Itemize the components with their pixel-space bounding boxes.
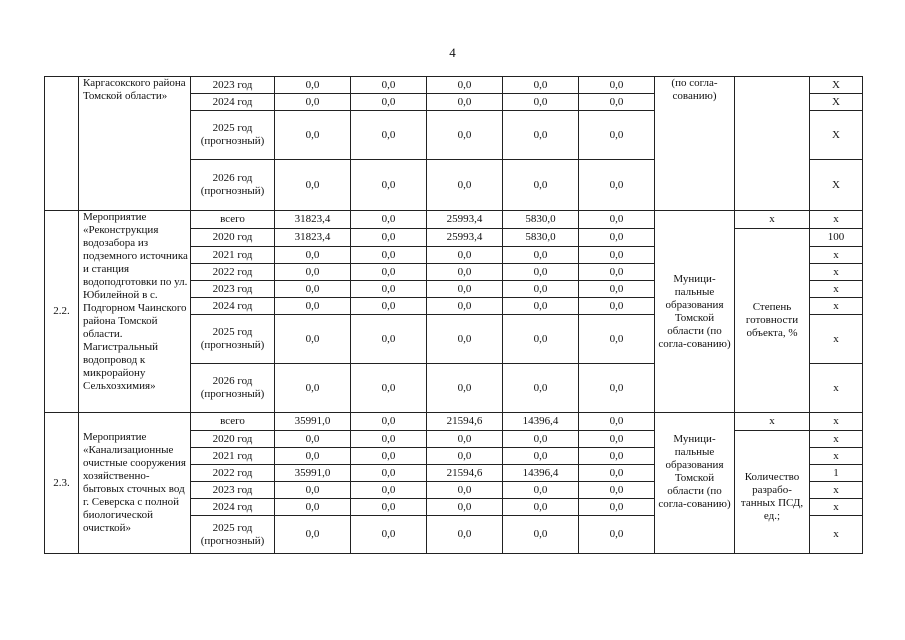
period-cell: 2023 год bbox=[191, 281, 275, 298]
indicator-value-cell: Х bbox=[810, 111, 863, 160]
period-cell: 2024 год bbox=[191, 499, 275, 516]
page-number: 4 bbox=[449, 45, 456, 60]
value-cell: 0,0 bbox=[351, 499, 427, 516]
value-cell: 0,0 bbox=[275, 77, 351, 94]
table-row bbox=[45, 413, 863, 431]
value-cell: 0,0 bbox=[503, 94, 579, 111]
responsible-cell: Муници-пальные образования Томской области (по согла-сованию) bbox=[655, 211, 735, 413]
value-cell: 0,0 bbox=[427, 111, 503, 160]
value-cell: 0,0 bbox=[579, 482, 655, 499]
indicator-value-cell: Х bbox=[810, 94, 863, 111]
value-cell: 0,0 bbox=[351, 211, 427, 229]
value-cell: 0,0 bbox=[275, 247, 351, 264]
value-cell: 0,0 bbox=[351, 94, 427, 111]
measure-name: Каргасокского района Томской области» bbox=[79, 77, 191, 211]
value-cell: 0,0 bbox=[351, 448, 427, 465]
value-cell: 0,0 bbox=[579, 281, 655, 298]
value-cell: 14396,4 bbox=[503, 413, 579, 431]
value-cell: 25993,4 bbox=[427, 229, 503, 247]
value-cell: 0,0 bbox=[579, 516, 655, 554]
value-cell: 0,0 bbox=[275, 298, 351, 315]
value-cell: 0,0 bbox=[503, 77, 579, 94]
indicator-value-cell: х bbox=[810, 281, 863, 298]
indicator-value-cell: 100 bbox=[810, 229, 863, 247]
value-cell: 0,0 bbox=[579, 298, 655, 315]
indicator-value-cell: Х bbox=[810, 160, 863, 211]
value-cell: 0,0 bbox=[275, 160, 351, 211]
value-cell: 0,0 bbox=[579, 94, 655, 111]
value-cell: 0,0 bbox=[275, 499, 351, 516]
value-cell: 0,0 bbox=[351, 281, 427, 298]
value-cell: 0,0 bbox=[351, 298, 427, 315]
indicator-name-cell: Степень готовности объекта, % bbox=[735, 229, 810, 413]
value-cell: 0,0 bbox=[351, 516, 427, 554]
indicator-total-cell: х bbox=[735, 413, 810, 431]
value-cell: 0,0 bbox=[275, 111, 351, 160]
period-cell: 2022 год bbox=[191, 264, 275, 281]
value-cell: 0,0 bbox=[579, 499, 655, 516]
value-cell: 0,0 bbox=[579, 77, 655, 94]
value-cell: 0,0 bbox=[427, 264, 503, 281]
value-cell: 0,0 bbox=[503, 499, 579, 516]
value-cell: 0,0 bbox=[503, 281, 579, 298]
program-table bbox=[44, 76, 863, 554]
value-cell: 0,0 bbox=[351, 431, 427, 448]
indicator-total-cell: х bbox=[735, 211, 810, 229]
value-cell: 0,0 bbox=[275, 482, 351, 499]
value-cell: 0,0 bbox=[275, 281, 351, 298]
responsible-cell: (по согла-сованию) bbox=[655, 77, 735, 211]
value-cell: 0,0 bbox=[579, 229, 655, 247]
value-cell: 0,0 bbox=[503, 315, 579, 364]
value-cell: 31823,4 bbox=[275, 211, 351, 229]
value-cell: 0,0 bbox=[579, 211, 655, 229]
period-cell: 2025 год (прогнозный) bbox=[191, 315, 275, 364]
period-cell: 2024 год bbox=[191, 298, 275, 315]
value-cell: 0,0 bbox=[351, 111, 427, 160]
indicator-value-cell: х bbox=[810, 413, 863, 431]
value-cell: 0,0 bbox=[351, 247, 427, 264]
period-cell: всего bbox=[191, 211, 275, 229]
indicator-name-cell bbox=[735, 77, 810, 211]
value-cell: 35991,0 bbox=[275, 413, 351, 431]
value-cell: 0,0 bbox=[427, 482, 503, 499]
period-cell: всего bbox=[191, 413, 275, 431]
value-cell: 0,0 bbox=[579, 413, 655, 431]
value-cell: 0,0 bbox=[351, 315, 427, 364]
indicator-value-cell: х bbox=[810, 516, 863, 554]
value-cell: 0,0 bbox=[275, 448, 351, 465]
value-cell: 0,0 bbox=[579, 264, 655, 281]
indicator-value-cell: х bbox=[810, 499, 863, 516]
value-cell: 0,0 bbox=[427, 298, 503, 315]
value-cell: 5830,0 bbox=[503, 211, 579, 229]
indicator-value-cell: х bbox=[810, 211, 863, 229]
value-cell: 21594,6 bbox=[427, 413, 503, 431]
indicator-name-cell: Количество разрабо-танных ПСД, ед.; bbox=[735, 431, 810, 554]
value-cell: 0,0 bbox=[351, 229, 427, 247]
period-cell: 2021 год bbox=[191, 448, 275, 465]
value-cell: 0,0 bbox=[427, 77, 503, 94]
value-cell: 0,0 bbox=[427, 281, 503, 298]
value-cell: 0,0 bbox=[427, 160, 503, 211]
value-cell: 0,0 bbox=[579, 315, 655, 364]
row-number-cell: 2.2. bbox=[45, 211, 79, 413]
period-cell: 2025 год (прогнозный) bbox=[191, 111, 275, 160]
indicator-value-cell: 1 bbox=[810, 465, 863, 482]
value-cell: 0,0 bbox=[427, 448, 503, 465]
indicator-value-cell: х bbox=[810, 364, 863, 413]
value-cell: 0,0 bbox=[351, 160, 427, 211]
measure-name: Мероприятие «Канализационные очистные сооружения хозяйственно-бытовых сточных вод г. Северска с полной биологической очисткой» bbox=[79, 413, 191, 554]
period-cell: 2025 год (прогнозный) bbox=[191, 516, 275, 554]
value-cell: 0,0 bbox=[503, 364, 579, 413]
value-cell: 0,0 bbox=[427, 315, 503, 364]
value-cell: 0,0 bbox=[427, 247, 503, 264]
table-row bbox=[45, 77, 863, 94]
value-cell: 0,0 bbox=[351, 482, 427, 499]
period-cell: 2023 год bbox=[191, 482, 275, 499]
period-cell: 2020 год bbox=[191, 431, 275, 448]
value-cell: 0,0 bbox=[579, 431, 655, 448]
row-number-cell: 2.3. bbox=[45, 413, 79, 554]
value-cell: 0,0 bbox=[503, 298, 579, 315]
value-cell: 0,0 bbox=[503, 160, 579, 211]
period-cell: 2024 год bbox=[191, 94, 275, 111]
indicator-value-cell: Х bbox=[810, 77, 863, 94]
value-cell: 0,0 bbox=[275, 94, 351, 111]
value-cell: 0,0 bbox=[503, 247, 579, 264]
value-cell: 0,0 bbox=[503, 431, 579, 448]
value-cell: 0,0 bbox=[579, 364, 655, 413]
value-cell: 0,0 bbox=[351, 77, 427, 94]
value-cell: 0,0 bbox=[579, 111, 655, 160]
value-cell: 0,0 bbox=[503, 264, 579, 281]
indicator-value-cell: х bbox=[810, 247, 863, 264]
indicator-value-cell: х bbox=[810, 482, 863, 499]
value-cell: 31823,4 bbox=[275, 229, 351, 247]
period-cell: 2021 год bbox=[191, 247, 275, 264]
value-cell: 0,0 bbox=[427, 516, 503, 554]
value-cell: 0,0 bbox=[427, 364, 503, 413]
value-cell: 14396,4 bbox=[503, 465, 579, 482]
period-cell: 2026 год (прогнозный) bbox=[191, 160, 275, 211]
row-number-cell bbox=[45, 77, 79, 211]
value-cell: 0,0 bbox=[579, 465, 655, 482]
responsible-cell: Муници-пальные образования Томской области (по согла-сованию) bbox=[655, 413, 735, 554]
value-cell: 0,0 bbox=[579, 247, 655, 264]
period-cell: 2026 год (прогнозный) bbox=[191, 364, 275, 413]
value-cell: 0,0 bbox=[275, 264, 351, 281]
value-cell: 25993,4 bbox=[427, 211, 503, 229]
indicator-value-cell: х bbox=[810, 264, 863, 281]
value-cell: 0,0 bbox=[275, 315, 351, 364]
period-cell: 2020 год bbox=[191, 229, 275, 247]
value-cell: 0,0 bbox=[503, 482, 579, 499]
value-cell: 0,0 bbox=[503, 516, 579, 554]
value-cell: 0,0 bbox=[579, 448, 655, 465]
value-cell: 0,0 bbox=[579, 160, 655, 211]
value-cell: 5830,0 bbox=[503, 229, 579, 247]
value-cell: 0,0 bbox=[275, 364, 351, 413]
indicator-value-cell: х bbox=[810, 448, 863, 465]
indicator-value-cell: х bbox=[810, 315, 863, 364]
value-cell: 0,0 bbox=[503, 448, 579, 465]
value-cell: 21594,6 bbox=[427, 465, 503, 482]
indicator-value-cell: х bbox=[810, 298, 863, 315]
value-cell: 0,0 bbox=[275, 431, 351, 448]
value-cell: 0,0 bbox=[503, 111, 579, 160]
measure-name: Мероприятие «Реконструкция водозабора из подземного источника и станция водоподготовки по ул. Юбилейной в с. Подгорном Чаинского района Томской области. Магистральный водопровод к микрорайону Сельхозхимия» bbox=[79, 211, 191, 413]
table-row bbox=[45, 211, 863, 229]
indicator-value-cell: х bbox=[810, 431, 863, 448]
value-cell: 0,0 bbox=[351, 465, 427, 482]
period-cell: 2023 год bbox=[191, 77, 275, 94]
value-cell: 0,0 bbox=[351, 364, 427, 413]
value-cell: 0,0 bbox=[351, 264, 427, 281]
value-cell: 0,0 bbox=[427, 431, 503, 448]
value-cell: 0,0 bbox=[351, 413, 427, 431]
value-cell: 0,0 bbox=[427, 499, 503, 516]
period-cell: 2022 год bbox=[191, 465, 275, 482]
value-cell: 0,0 bbox=[427, 94, 503, 111]
value-cell: 35991,0 bbox=[275, 465, 351, 482]
value-cell: 0,0 bbox=[275, 516, 351, 554]
